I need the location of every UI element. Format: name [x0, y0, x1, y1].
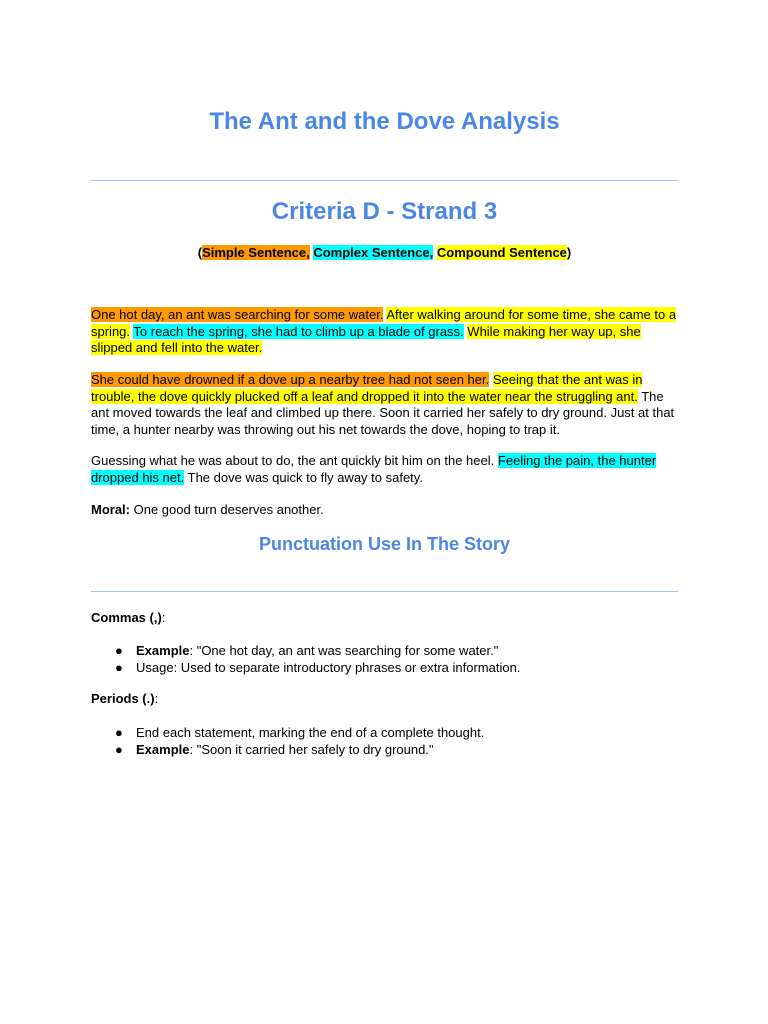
sentence-compound: Seeing that the ant was in trouble, the dove quickly plucked off a leaf and dropped it into the water near the struggling ant. — [91, 372, 643, 404]
bullet-icon: ● — [115, 741, 123, 757]
item-text: : "One hot day, an ant was searching for some water." — [189, 643, 499, 658]
section-heading: Punctuation Use In The Story — [258, 534, 511, 554]
document-title: The Ant and the Dove Analysis — [209, 108, 560, 135]
legend-complex: Complex Sentence, — [313, 245, 434, 260]
sentence-complex: To reach the spring, she had to climb up a blade of grass. — [133, 323, 464, 339]
bullet-icon: ● — [115, 659, 123, 675]
sentence-plain: The ant moved towards the leaf and climbed up there. Soon it carried her safely to dry ground. Just at that time, a hunter nearby was throwing out his net towards the dove, hoping to trap it. — [91, 388, 675, 437]
periods-colon: : — [154, 691, 159, 706]
list-item — [91, 742, 484, 759]
sentence-plain: Guessing what he was about to do, the ant quickly bit him on the heel. — [91, 453, 495, 468]
list-item — [91, 725, 484, 742]
sentence-compound: After walking around for some time, she came to a spring. — [91, 307, 677, 339]
sentence-compound: While making her way up, she slipped and fell into the water. — [91, 323, 641, 355]
highlight-legend — [91, 244, 678, 261]
periods-label — [91, 690, 158, 707]
document-subtitle: Criteria D - Strand 3 — [271, 198, 498, 225]
bullet-icon: ● — [115, 643, 123, 658]
paragraph-3 — [91, 453, 683, 486]
paragraph-2 — [91, 372, 683, 438]
periods-label-text: Periods (.) — [91, 691, 155, 706]
commas-list — [91, 643, 520, 676]
sentence-complex: Feeling the pain, the hunter dropped his net. — [91, 453, 657, 485]
moral-text: One good turn deserves another. — [133, 502, 324, 517]
item-bold: Example — [136, 741, 190, 757]
item-text: Usage: Used to separate introductory phrases or extra information. — [136, 659, 521, 675]
sentence-plain: The dove was quick to fly away to safety. — [187, 469, 423, 485]
commas-colon: : — [161, 610, 166, 625]
legend-compound: Compound Sentence — [436, 245, 567, 260]
list-item — [91, 660, 520, 677]
legend-open-paren: ( — [197, 245, 203, 260]
moral-paragraph — [91, 502, 683, 519]
periods-list — [91, 725, 484, 758]
commas-label — [91, 609, 165, 626]
item-text: End each statement, marking the end of a complete thought. — [136, 725, 485, 740]
horizontal-rule — [91, 180, 678, 181]
horizontal-rule — [91, 591, 678, 592]
paragraph-1 — [91, 307, 683, 357]
bullet-icon: ● — [115, 725, 123, 740]
commas-label-text: Commas (,) — [91, 610, 162, 625]
sentence-simple: One hot day, an ant was searching for some water. — [91, 307, 384, 322]
legend-close-paren: ) — [566, 245, 572, 260]
list-item — [91, 643, 520, 660]
item-text: : "Soon it carried her safely to dry ground." — [189, 741, 434, 757]
item-bold: Example — [136, 643, 190, 658]
sentence-simple: She could have drowned if a dove up a nearby tree had not seen her. — [91, 372, 490, 387]
moral-label: Moral: — [91, 502, 130, 517]
legend-simple: Simple Sentence, — [202, 245, 310, 260]
